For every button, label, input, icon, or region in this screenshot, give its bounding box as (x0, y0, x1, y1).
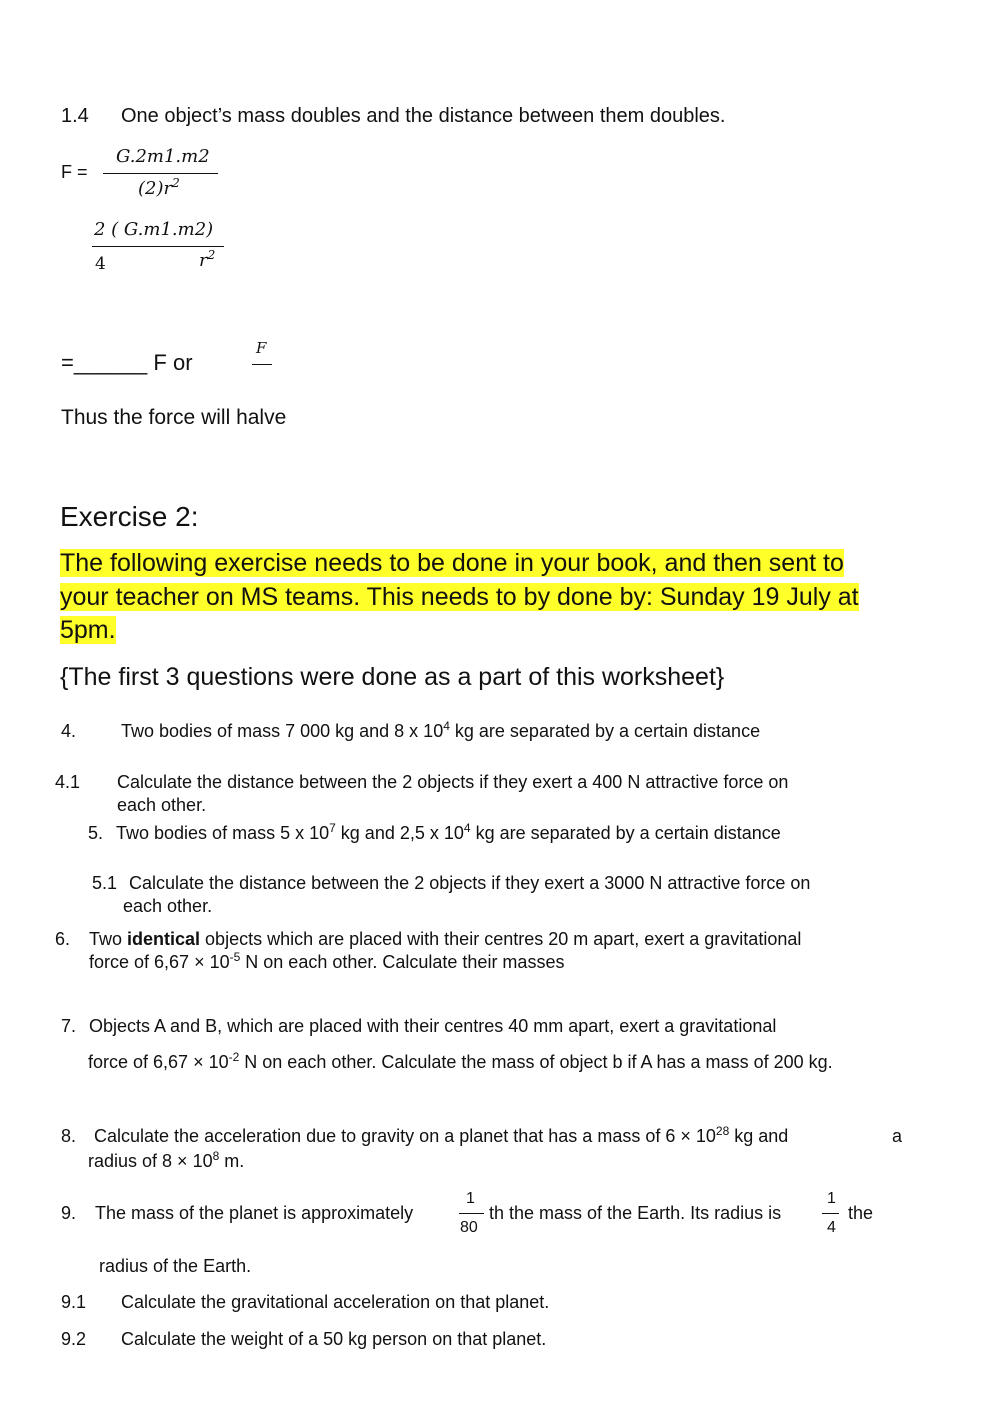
fraction-2-numerator: 1 (827, 1190, 836, 1207)
exercise-title: Exercise 2: (60, 501, 199, 532)
fraction-2-denominator: 4 (827, 1219, 836, 1236)
fraction-bar (103, 173, 218, 174)
fraction-1-numerator: 1 (466, 1190, 475, 1207)
fraction-bar (252, 364, 272, 365)
fraction-bar (92, 246, 224, 247)
equation-1-numerator: G.2m1.m2 (116, 146, 210, 167)
question-number: 4. (61, 721, 77, 741)
question-9-text-b: th the mass of the Earth. Its radius is (489, 1203, 782, 1223)
result-fraction-numerator: F (256, 339, 267, 357)
instruction-line-1: The following exercise needs to be done in your book, and then sent to (60, 549, 844, 577)
question-number: 6. (55, 929, 71, 949)
question-8-line-2: radius of $8 \times 10^8$ m. (88, 1149, 245, 1171)
equation-2-numerator: 2 ( G.m1.m2) (94, 219, 214, 240)
question-5-1-line-2: each other. (123, 896, 213, 916)
question-9-text-d: radius of the Earth. (99, 1256, 252, 1276)
fraction-1-denominator: 80 (460, 1219, 478, 1236)
question-9-2-text: Calculate the weight of a 50 kg person on that planet. (121, 1329, 547, 1349)
question-5-text: Two bodies of mass 5 x $10^7$ kg and 2,5 x $10^4$ kg are separated by a certain distance (116, 821, 781, 843)
question-number: 7. (61, 1016, 77, 1036)
question-number: 1.4 (61, 105, 89, 127)
question-9-text-a: The mass of the planet is approximately (95, 1203, 414, 1223)
question-8-line-1: Calculate the acceleration due to gravity on a planet that has a mass of $6 \times 10^{28}$ kg and (94, 1124, 789, 1146)
conclusion: Thus the force will halve (61, 406, 287, 429)
question-number: 5. (88, 823, 104, 843)
result-line: =______ F or (61, 350, 193, 375)
question-number: 8. (61, 1126, 77, 1146)
fraction-bar (459, 1213, 484, 1214)
question-9-text-c: the (848, 1203, 874, 1223)
question-8-trailing-word: a (892, 1126, 903, 1146)
question-6-line-1: Two identical objects which are placed with their centres 20 m apart, exert a gravitational (89, 929, 802, 949)
fraction-bar (822, 1213, 839, 1214)
equation-2-denominator-left: 4 (95, 254, 106, 274)
equation-2-denominator-right: $r^2$ (199, 248, 216, 271)
question-number: 4.1 (55, 772, 81, 792)
question-text: One object’s mass doubles and the distance between them doubles. (121, 105, 726, 127)
question-4-1-line-1: Calculate the distance between the 2 objects if they exert a 400 N attractive force on (117, 772, 789, 792)
question-7-line-1: Objects A and B, which are placed with their centres 40 mm apart, exert a gravitational (89, 1016, 777, 1036)
instruction-line-3: 5pm. (60, 616, 116, 644)
question-7-line-2: force of $6,67 \times 10^{-2}$ N on each other. Calculate the mass of object b if A has a mass of 200 kg. (88, 1050, 833, 1072)
question-4-1-line-2: each other. (117, 795, 207, 815)
exercise-note: {The first 3 questions were done as a part of this worksheet} (60, 663, 725, 691)
question-number: 5.1 (92, 873, 118, 893)
question-number: 9. (61, 1203, 77, 1223)
equation-1-denominator: $(2)r^2$ (138, 176, 180, 199)
question-number: 9.1 (61, 1292, 87, 1312)
question-6-line-2: force of $6,67 \times 10^{-5}$ N on each other. Calculate their masses (89, 950, 565, 972)
question-4-text: Two bodies of mass 7 000 kg and 8 x $10^4$ kg are separated by a certain distance (121, 719, 761, 741)
question-number: 9.2 (61, 1329, 87, 1349)
instruction-line-2: your teacher on MS teams. This needs to by done by: Sunday 19 July at (60, 583, 859, 611)
force-label: F = (61, 162, 88, 182)
question-5-1-line-1: Calculate the distance between the 2 objects if they exert a 3000 N attractive force on (129, 873, 811, 893)
question-9-1-text: Calculate the gravitational acceleration on that planet. (121, 1292, 550, 1312)
